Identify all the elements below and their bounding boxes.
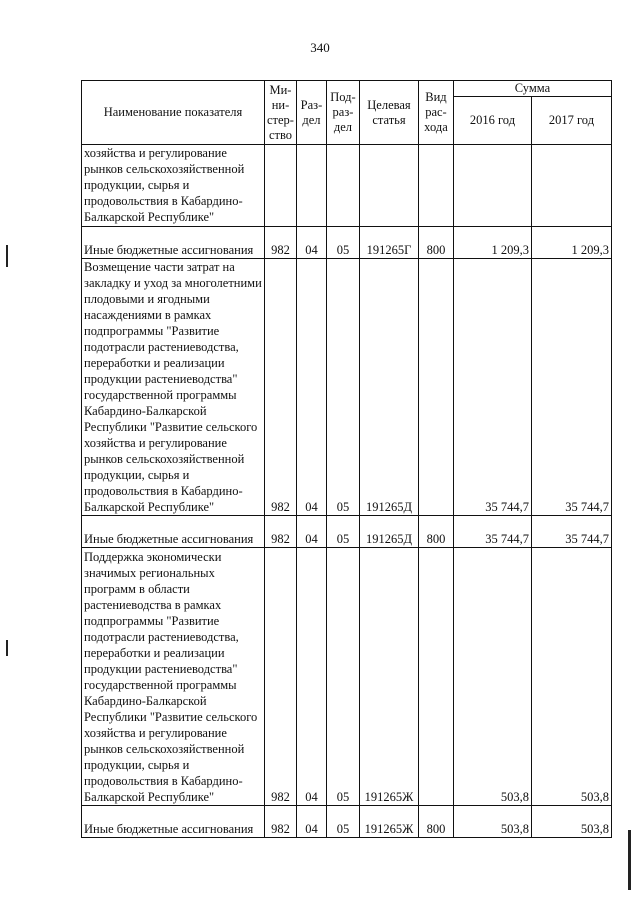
row-ministry: 982: [265, 516, 297, 548]
header-year-2016: 2016 год: [453, 97, 531, 145]
header-name: Наименование показателя: [82, 81, 265, 145]
row-subsection: 05: [326, 806, 359, 838]
budget-table: [81, 80, 612, 838]
row-sum-2016: 503,8: [453, 806, 531, 838]
header-sum: Сумма: [453, 81, 611, 97]
row-sum-2017: 503,8: [531, 806, 611, 838]
header-section: Раз-дел: [296, 81, 326, 145]
row-expense-type: 800: [418, 806, 453, 838]
row-target: 191265Ж: [359, 548, 418, 806]
row-subsection: [326, 145, 359, 227]
row-name: Иные бюджетные ассигнования: [82, 806, 265, 838]
row-expense-type: [418, 548, 453, 806]
row-sum-2017: [531, 145, 611, 227]
row-expense-type: 800: [418, 227, 453, 259]
row-target: [359, 145, 418, 227]
table-row: [82, 548, 612, 806]
row-expense-type: 800: [418, 516, 453, 548]
page-number: 340: [310, 40, 330, 55]
row-target: 191265Г: [359, 227, 418, 259]
row-sum-2016: 503,8: [453, 548, 531, 806]
row-ministry: [265, 145, 297, 227]
header-subsection: Под-раз-дел: [326, 81, 359, 145]
row-target: 191265Д: [359, 259, 418, 516]
header-expense-type: Вид рас-хода: [418, 81, 453, 145]
row-name: хозяйства и регулирование рынков сельскохозяйственной продукции, сырья и продовольствия в Кабардино-Балкарской Республике": [82, 145, 265, 227]
row-subsection: 05: [326, 516, 359, 548]
table-row: [82, 516, 612, 548]
row-sum-2017: 1 209,3: [531, 227, 611, 259]
row-target: 191265Ж: [359, 806, 418, 838]
row-subsection: 05: [326, 259, 359, 516]
table-row: [82, 227, 612, 259]
scan-mark-left-top: [6, 245, 8, 267]
table-header: [82, 81, 612, 145]
scan-mark-left-bottom: [6, 640, 8, 656]
row-name: Иные бюджетные ассигнования: [82, 516, 265, 548]
row-name: Иные бюджетные ассигнования: [82, 227, 265, 259]
row-section: 04: [296, 259, 326, 516]
header-target: Целевая статья: [359, 81, 418, 145]
table-row: [82, 259, 612, 516]
scan-mark-right: [628, 830, 631, 890]
row-sum-2016: 1 209,3: [453, 227, 531, 259]
row-sum-2017: 503,8: [531, 548, 611, 806]
row-ministry: 982: [265, 259, 297, 516]
row-ministry: 982: [265, 806, 297, 838]
table-row: [82, 145, 612, 227]
header-ministry: Ми-ни-стер-ство: [265, 81, 297, 145]
row-expense-type: [418, 259, 453, 516]
header-year-2017: 2017 год: [531, 97, 611, 145]
row-ministry: 982: [265, 548, 297, 806]
table-row: [82, 806, 612, 838]
row-target: 191265Д: [359, 516, 418, 548]
row-sum-2017: 35 744,7: [531, 259, 611, 516]
row-subsection: 05: [326, 548, 359, 806]
row-name: Поддержка экономически значимых региональных программ в области растениеводства в рамках подпрограммы "Развитие подотрасли растениеводства, переработки и реализации продукции растениеводства" государственной программы Кабардино-Балкарской Республики "Развитие сельского хозяйства и регулирование рынков сельскохозяйственной продукции, сырья и продовольствия в Кабардино-Балкарской Республике": [82, 548, 265, 806]
row-subsection: 05: [326, 227, 359, 259]
row-section: [296, 145, 326, 227]
row-name: Возмещение части затрат на закладку и уход за многолетними плодовыми и ягодными насаждениями в рамках подпрограммы "Развитие подотрасли растениеводства, переработки и реализации продукции растениеводства" государственной программы Кабардино-Балкарской Республики "Развитие сельского хозяйства и регулирование рынков сельскохозяйственной продукции, сырья и продовольствия в Кабардино-Балкарской Республике": [82, 259, 265, 516]
row-sum-2017: 35 744,7: [531, 516, 611, 548]
row-section: 04: [296, 548, 326, 806]
row-ministry: 982: [265, 227, 297, 259]
row-expense-type: [418, 145, 453, 227]
row-section: 04: [296, 806, 326, 838]
row-sum-2016: [453, 145, 531, 227]
row-section: 04: [296, 516, 326, 548]
row-sum-2016: 35 744,7: [453, 259, 531, 516]
row-sum-2016: 35 744,7: [453, 516, 531, 548]
row-section: 04: [296, 227, 326, 259]
